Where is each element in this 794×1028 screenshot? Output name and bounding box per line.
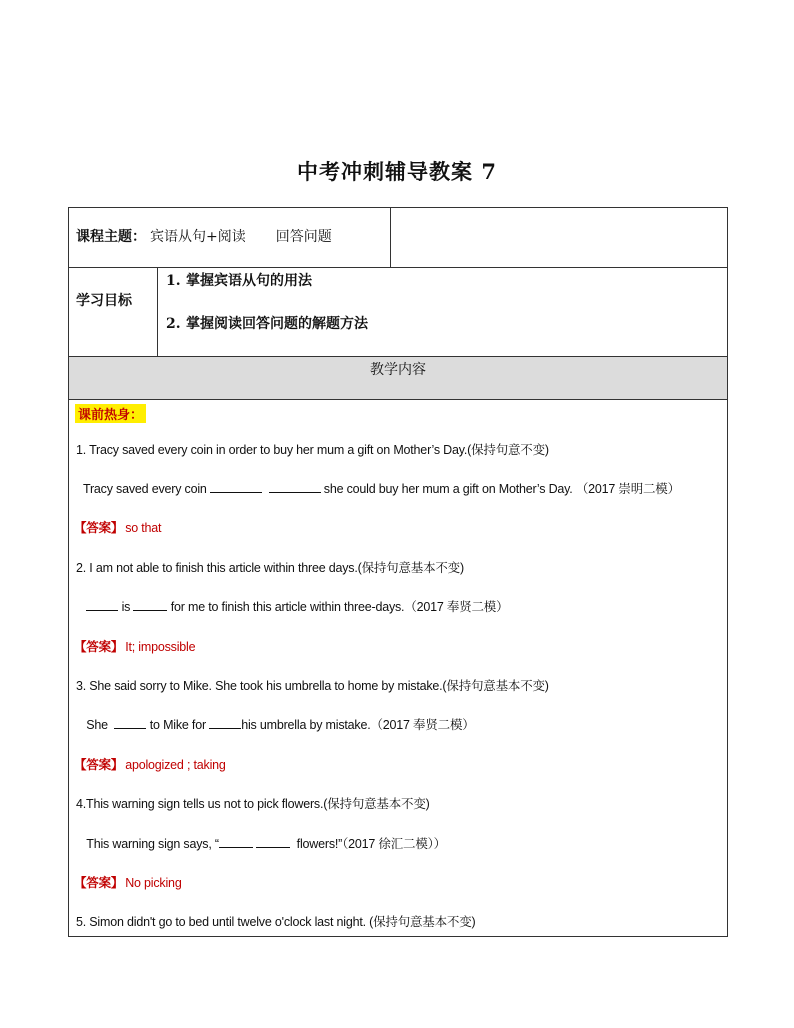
- question-5: 5. Simon didn't go to bed until twelve o'clock last night. (保持句意基本不变): [76, 915, 476, 929]
- goal-number: 2.: [166, 316, 181, 332]
- answer-blank[interactable]: [219, 837, 253, 848]
- content-body: [69, 400, 728, 937]
- answer-blank[interactable]: [269, 482, 321, 493]
- answer-4: [74, 873, 182, 891]
- rewrite-text: This warning sign says, “: [86, 837, 219, 851]
- goals-list-cell: [158, 268, 728, 357]
- goals-label-cell: [69, 268, 158, 357]
- answer-blank[interactable]: [210, 482, 262, 493]
- answer-blank[interactable]: [133, 600, 167, 611]
- question-2: 2. I am not able to finish this article within three days.(保持句意基本不变): [76, 561, 464, 575]
- answer-tag: 【答案】: [74, 758, 124, 772]
- answer-blank[interactable]: [256, 837, 290, 848]
- answer-value: apologized ; taking: [125, 758, 226, 772]
- question-1: 1. Tracy saved every coin in order to buy her mum a gift on Mother’s Day.(保持句意不变): [76, 443, 549, 457]
- rewrite-text: to Mike for: [149, 718, 206, 732]
- goal-item: [166, 270, 727, 292]
- topic-label: 课程主题：: [76, 229, 146, 245]
- answer-tag: 【答案】: [74, 640, 124, 654]
- answer-blank[interactable]: [114, 718, 146, 729]
- answer-3: [74, 755, 226, 773]
- question-4: 4.This warning sign tells us not to pick flowers.(保持句意基本不变): [76, 797, 430, 811]
- document-title: 中考冲刺辅导教案 7: [297, 159, 497, 184]
- question-4-rewrite: [83, 834, 446, 852]
- answer-tag: 【答案】: [74, 521, 124, 535]
- topic-value: 宾语从句+阅读: [150, 229, 246, 245]
- rewrite-text: flowers!”（2017 徐汇二模））: [296, 837, 446, 851]
- rewrite-text: is: [121, 600, 131, 614]
- goals-row: [69, 268, 728, 357]
- goals-label: 学习目标: [76, 293, 132, 309]
- warmup-label: 课前热身：: [75, 404, 146, 423]
- answer-value: It; impossible: [125, 640, 196, 654]
- topic-empty-cell: [391, 208, 728, 268]
- question-3-rewrite: [83, 715, 475, 733]
- content-body-row: [69, 400, 728, 937]
- answer-value: No picking: [125, 876, 182, 890]
- rewrite-text: she could buy her mum a gift on Mother’s Day. （2017 崇明二模）: [323, 482, 680, 496]
- rewrite-text: Tracy saved every coin: [83, 482, 207, 496]
- topic-cell: [69, 208, 391, 268]
- lesson-plan-table: [68, 207, 728, 937]
- content-header-label: 教学内容: [370, 362, 426, 378]
- question-2-rewrite: [83, 597, 508, 615]
- topic-extra: 回答问题: [275, 229, 332, 245]
- answer-value: so that: [125, 521, 162, 535]
- goal-item: [166, 313, 727, 335]
- topic-row: [69, 208, 728, 268]
- goal-text: 掌握阅读回答问题的解题方法: [186, 316, 368, 332]
- question-3: 3. She said sorry to Mike. She took his umbrella to home by mistake.(保持句意基本不变): [76, 679, 549, 693]
- answer-2: [74, 637, 195, 655]
- content-header-row: [69, 357, 728, 400]
- answer-1: [74, 518, 161, 536]
- answer-blank[interactable]: [209, 718, 241, 729]
- rewrite-text: for me to finish this article within three-days.（2017 奉贤二模）: [170, 600, 509, 614]
- goal-number: 1.: [166, 273, 181, 289]
- rewrite-text: his umbrella by mistake.（2017 奉贤二模）: [241, 718, 475, 732]
- goals-list: [158, 270, 727, 335]
- content-header: [69, 357, 728, 400]
- goal-text: 掌握宾语从句的用法: [186, 273, 312, 289]
- question-1-rewrite: [83, 479, 680, 497]
- answer-tag: 【答案】: [74, 876, 124, 890]
- answer-blank[interactable]: [86, 600, 118, 611]
- rewrite-text: She: [86, 718, 108, 732]
